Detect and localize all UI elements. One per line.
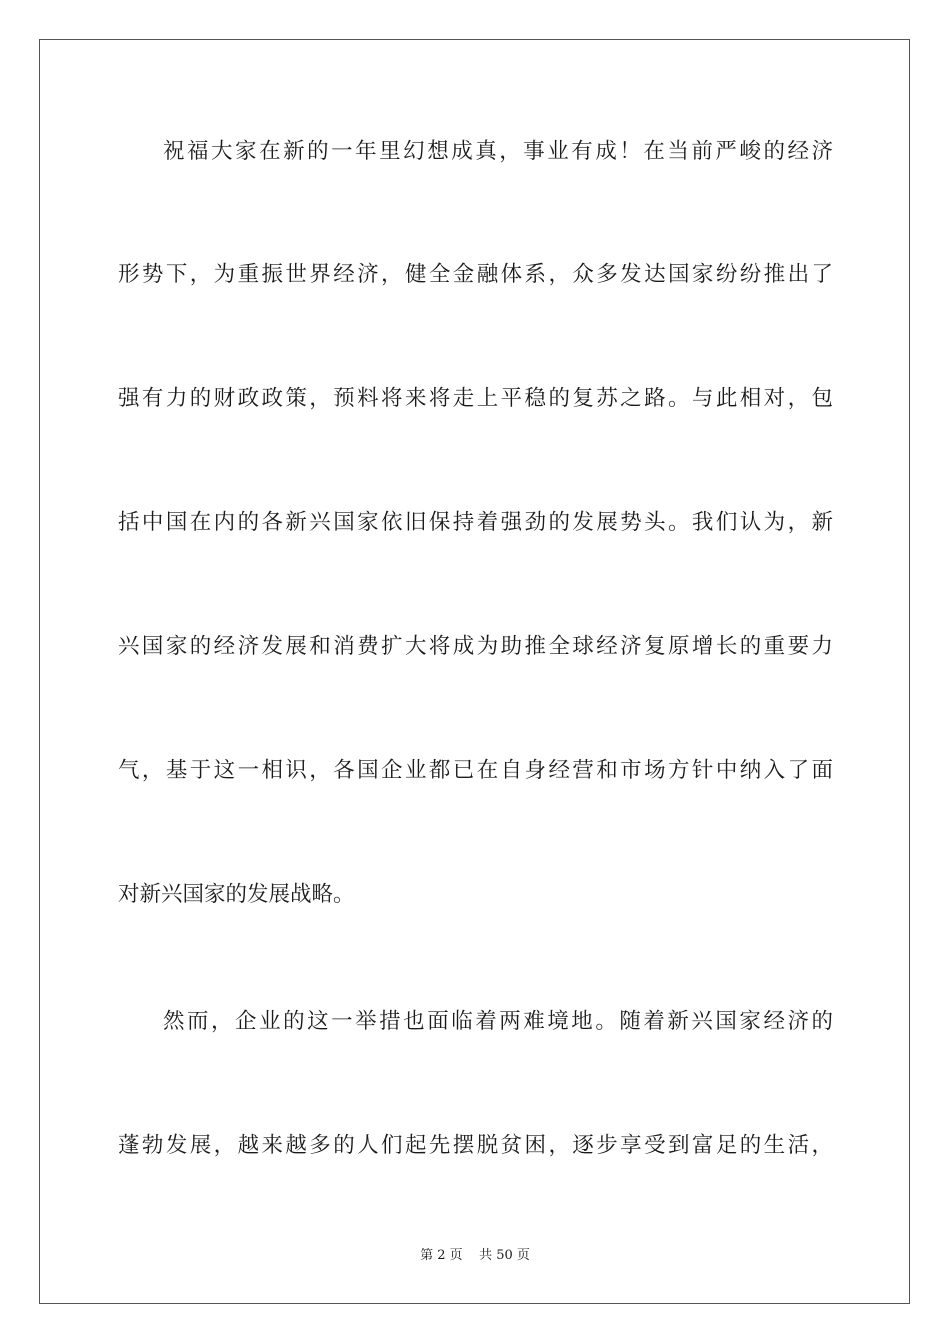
paragraph-1-line-7: 对新兴国家的发展战略。 — [118, 882, 355, 907]
page-number-footer: 第 2 页 共 50 页 — [420, 1248, 530, 1263]
paragraph-1-line-2: 形势下，为重振世界经济，健全金融体系，众多发达国家纷纷推出了 — [118, 262, 833, 287]
paragraph-1-line-3: 强有力的财政政策，预料将来将走上平稳的复苏之路。与此相对，包 — [118, 386, 833, 411]
paragraph-2-line-1: 然而，企业的这一举措也面临着两难境地。随着新兴国家经济的 — [163, 1009, 833, 1034]
page-border — [39, 39, 910, 1304]
paragraph-2-line-2: 蓬勃发展，越来越多的人们起先摆脱贫困，逐步享受到富足的生活， — [118, 1133, 833, 1158]
paragraph-1-line-5: 兴国家的经济发展和消费扩大将成为助推全球经济复原增长的重要力 — [118, 634, 833, 659]
paragraph-1-line-6: 气，基于这一相识，各国企业都已在自身经营和市场方针中纳入了面 — [118, 758, 833, 783]
paragraph-1-line-1: 祝福大家在新的一年里幻想成真，事业有成！在当前严峻的经济 — [163, 139, 833, 164]
paragraph-1-line-4: 括中国在内的各新兴国家依旧保持着强劲的发展势头。我们认为，新 — [118, 510, 833, 535]
